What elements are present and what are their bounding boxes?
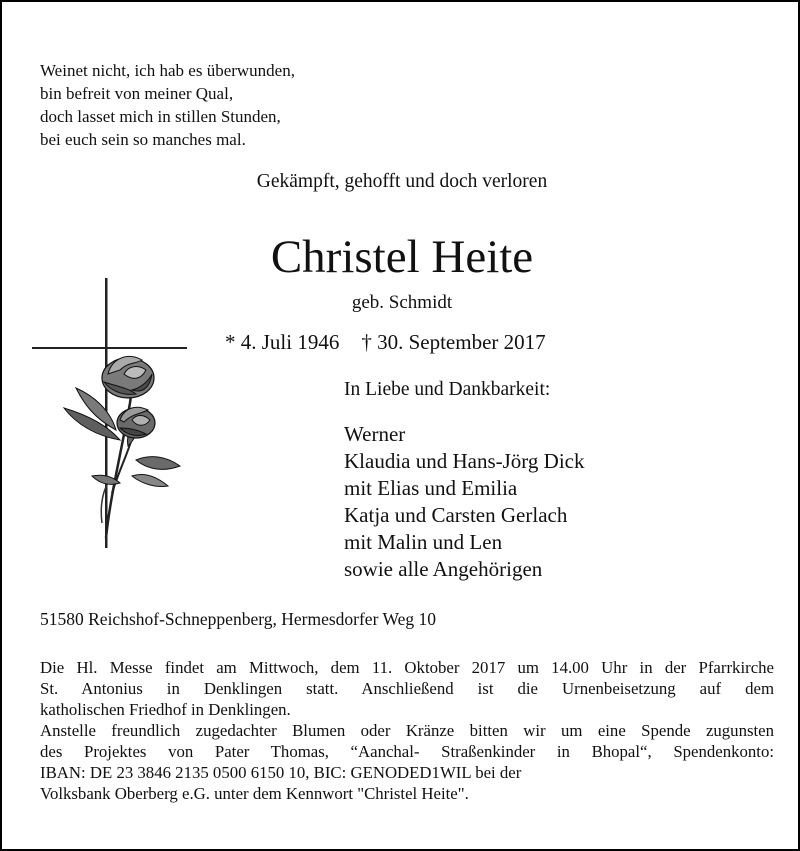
thanks-line: In Liebe und Dankbarkeit: [344,379,551,400]
info-line: IBAN: DE 23 3846 2135 0500 6150 10, BIC: GENODED1WIL bei der [40,763,522,782]
deceased-name: Christel Heite [270,231,534,283]
address: 51580 Reichshof-Schneppenberg, Hermesdorfer Weg 10 [40,609,436,629]
cross-rose-illustration [32,278,192,563]
family-member: mit Malin und Len [344,530,503,554]
family-member: Werner [344,422,406,446]
birth-date: * 4. Juli 1946 [225,330,340,354]
poem-line: bin befreit von meiner Qual, [40,84,234,103]
poem [40,59,295,151]
info-line: katholischen Friedhof in Denklingen. [40,700,291,719]
rose-icon [64,356,180,538]
birth-name: geb. Schmidt [351,292,453,313]
family-list [344,421,585,583]
info-line: Volksbank Oberberg e.G. unter dem Kennwort "Christel Heite". [40,784,469,803]
family-member: mit Elias und Emilia [344,476,518,500]
poem-line: bei euch sein so manches mal. [40,130,246,149]
info-line: St. Antonius in Denklingen statt. Anschließend ist die Urnenbeisetzung auf dem [40,679,774,698]
family-member: Klaudia und Hans-Jörg Dick [344,449,585,473]
poem-line: doch lasset mich in stillen Stunden, [40,107,281,126]
info-line: Anstelle freundlich zugedachter Blumen oder Kränze bitten wir um eine Spende zugunsten [40,721,774,740]
info-line: Die Hl. Messe findet am Mittwoch, dem 11. Oktober 2017 um 14.00 Uhr in der Pfarrkirche [40,658,774,677]
death-date: † 30. September 2017 [361,330,546,354]
life-dates [225,330,546,355]
family-member: Katja und Carsten Gerlach [344,503,568,527]
family-member: sowie alle Angehörigen [344,557,543,581]
motto: Gekämpft, gehofft und doch verloren [256,171,548,192]
info-line: des Projektes von Pater Thomas, “Aanchal- Straßenkinder in Bhopal“, Spendenkonto: [40,742,774,761]
poem-line: Weinet nicht, ich hab es überwunden, [40,61,295,80]
service-info [40,657,774,804]
